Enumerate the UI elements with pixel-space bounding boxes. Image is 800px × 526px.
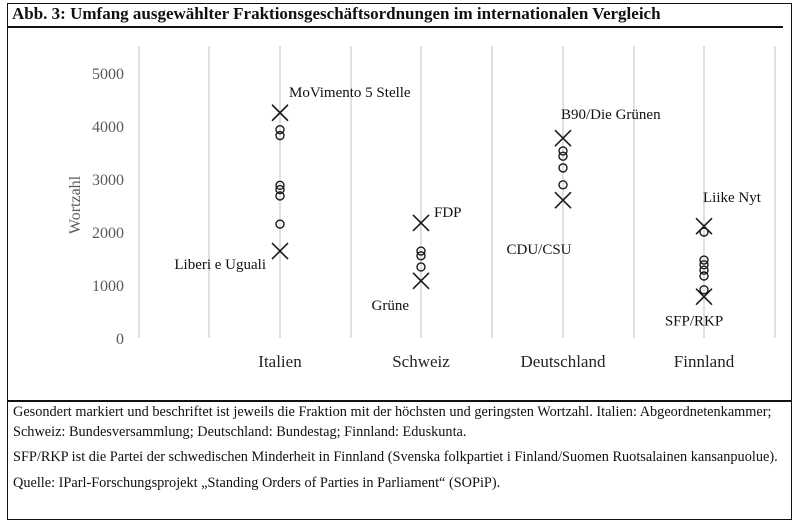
y-axis-title: Wortzahl — [67, 175, 84, 235]
y-tick-label: 2000 — [92, 225, 124, 242]
figure-title: Abb. 3: Umfang ausgewählter Fraktionsgeschäftsordnungen im internationalen Vergleich — [12, 4, 661, 23]
y-tick-label: 3000 — [92, 172, 124, 189]
x-category-label: Deutschland — [520, 352, 606, 371]
point-label-min: Grüne — [371, 297, 409, 314]
x-category-label: Italien — [258, 352, 302, 371]
point-label-min: SFP/RKP — [664, 313, 724, 330]
point-label-max: MoVimento 5 Stelle — [289, 84, 411, 101]
chart-canvas — [8, 28, 791, 398]
y-tick-label: 4000 — [92, 119, 124, 136]
note-source: Quelle: IParl-Forschungsprojekt „Standing Orders of Parties in Parliament“ (SOPiP). — [13, 474, 501, 491]
y-axis-label — [67, 175, 84, 234]
notes-divider — [7, 400, 792, 402]
point-label-max: Liike Nyt — [703, 190, 761, 207]
y-tick-label: 5000 — [92, 66, 124, 83]
note-sfp: SFP/RKP ist die Partei der schwedischen Minderheit in Finnland (Svenska folkpartiet i Finland/Suomen Ruotsalainen kansanpuolue). — [13, 449, 778, 465]
x-category-label: Finnland — [673, 352, 735, 371]
x-axis-categories — [258, 352, 734, 371]
y-tick-label: 1000 — [92, 278, 124, 295]
note-markers: Gesondert markiert und beschriftet ist jeweils die Fraktion mit der höchsten und geringsten Wortzahl. Italien: Abgeordnetenkammer; Schweiz: Bundesversammlung; Deutschland: Bundestag; Finnland: Eduskunta. — [13, 404, 772, 440]
y-axis-ticks — [92, 66, 124, 348]
scatter-chart — [8, 28, 791, 398]
figure-notes — [13, 403, 783, 499]
point-label-min: CDU/CSU — [506, 242, 572, 259]
x-category-label: Schweiz — [392, 352, 450, 371]
gridlines — [139, 46, 775, 338]
y-tick-label: 0 — [116, 331, 124, 348]
point-label-min: Liberi e Uguali — [174, 257, 266, 274]
point-labels — [174, 85, 761, 330]
point-label-max: B90/Die Grünen — [561, 107, 661, 124]
point-label-max: FDP — [434, 204, 462, 221]
